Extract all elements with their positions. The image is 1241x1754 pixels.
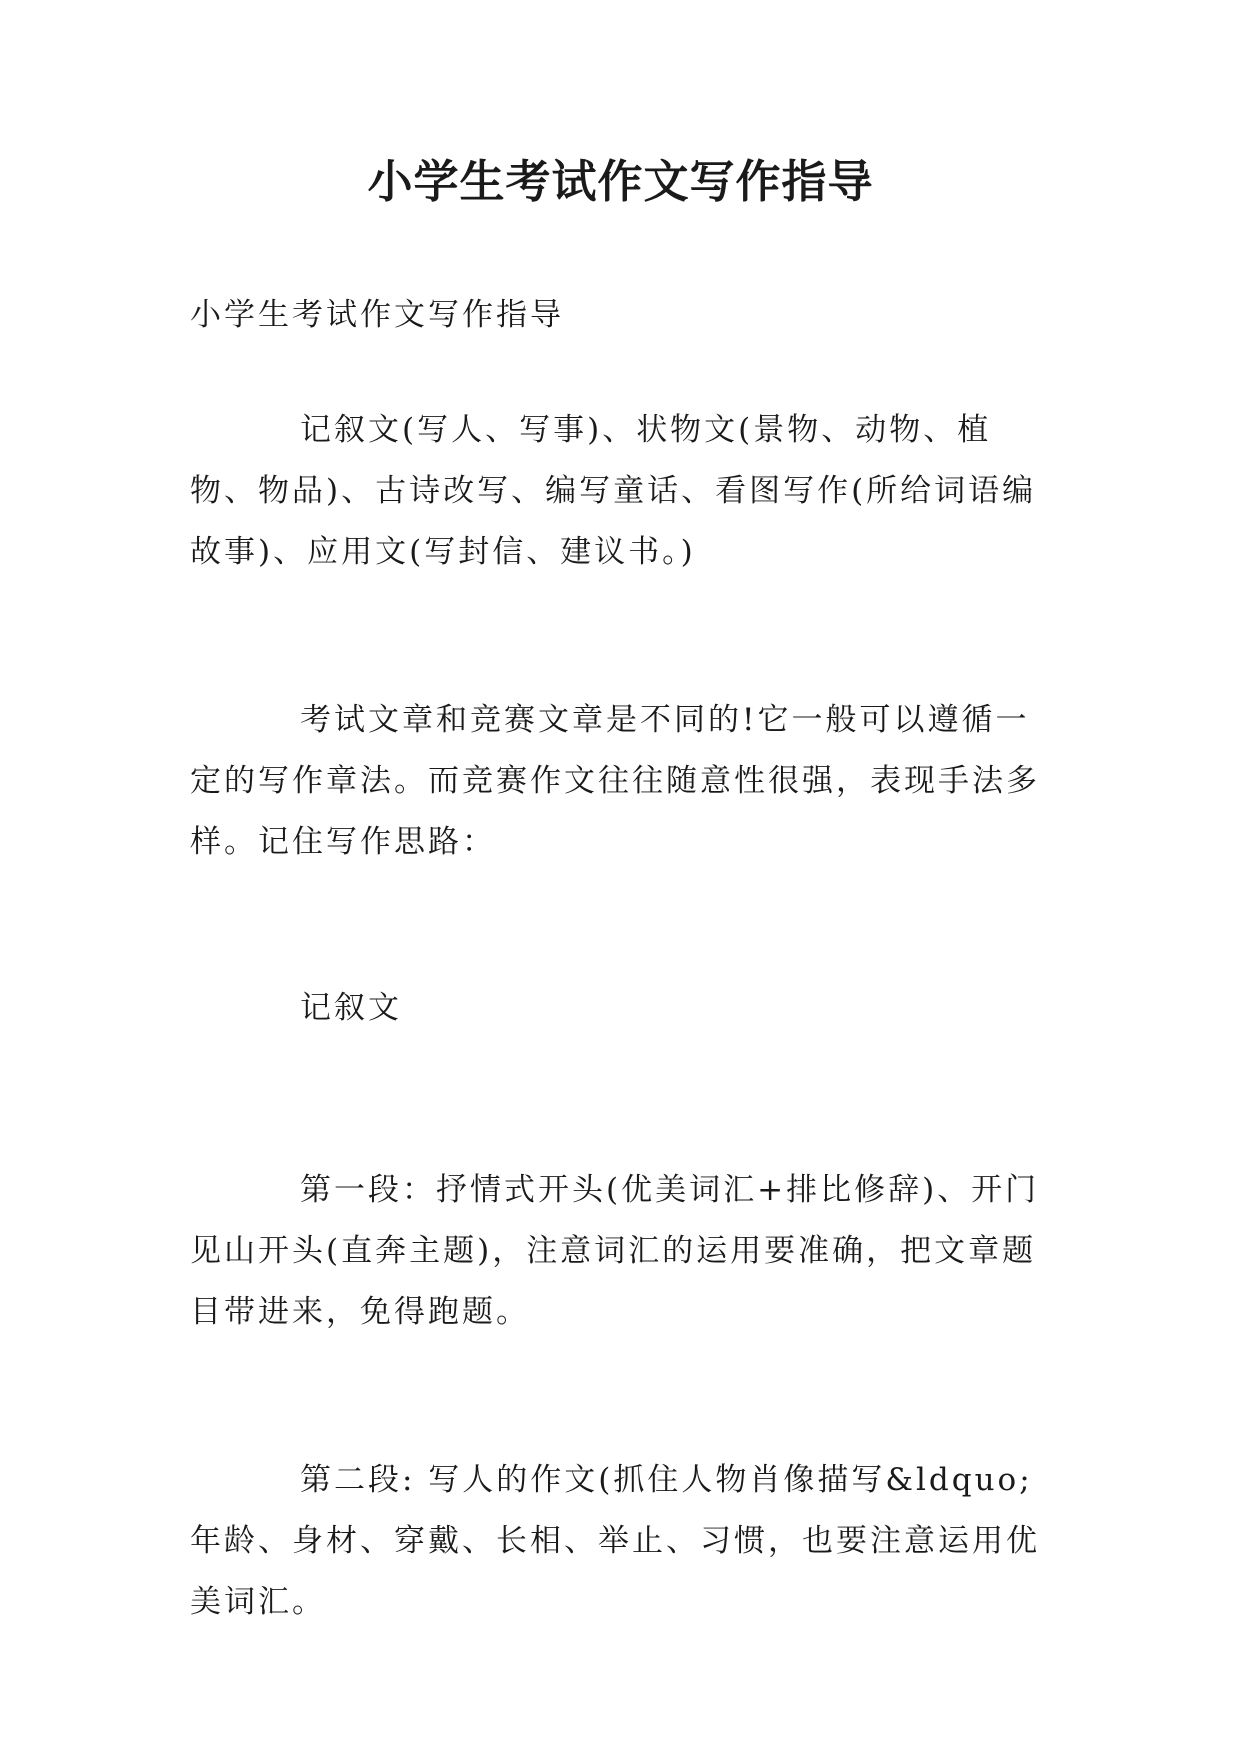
section-heading-narrative: 记叙文 [300,990,402,1026]
first-paragraph-guide: 第一段：抒情式开头(优美词汇+排比修辞)、开门见山开头(直奔主题)，注意词汇的运用要准确，把文章题目带进来，免得跑题。 [190,1172,1040,1330]
document-title: 小学生考试作文写作指导 [367,155,874,208]
genre-list-paragraph: 记叙文(写人、写事)、状物文(景物、动物、植物、物品)、古诗改写、编写童话、看图写作(所给词语编故事)、应用文(写封信、建议书。) [190,412,1037,570]
subtitle-paragraph: 小学生考试作文写作指导 [190,297,564,333]
exam-vs-contest-paragraph: 考试文章和竞赛文章是不同的!它一般可以遵循一定的写作章法。而竞赛作文往往随意性很强，表现手法多样。记住写作思路： [190,702,1040,860]
second-paragraph-guide: 第二段: 写人的作文(抓住人物肖像描写&ldquo;年龄、身材、穿戴、长相、举止、习惯，也要注意运用优美词汇。 [190,1462,1040,1620]
